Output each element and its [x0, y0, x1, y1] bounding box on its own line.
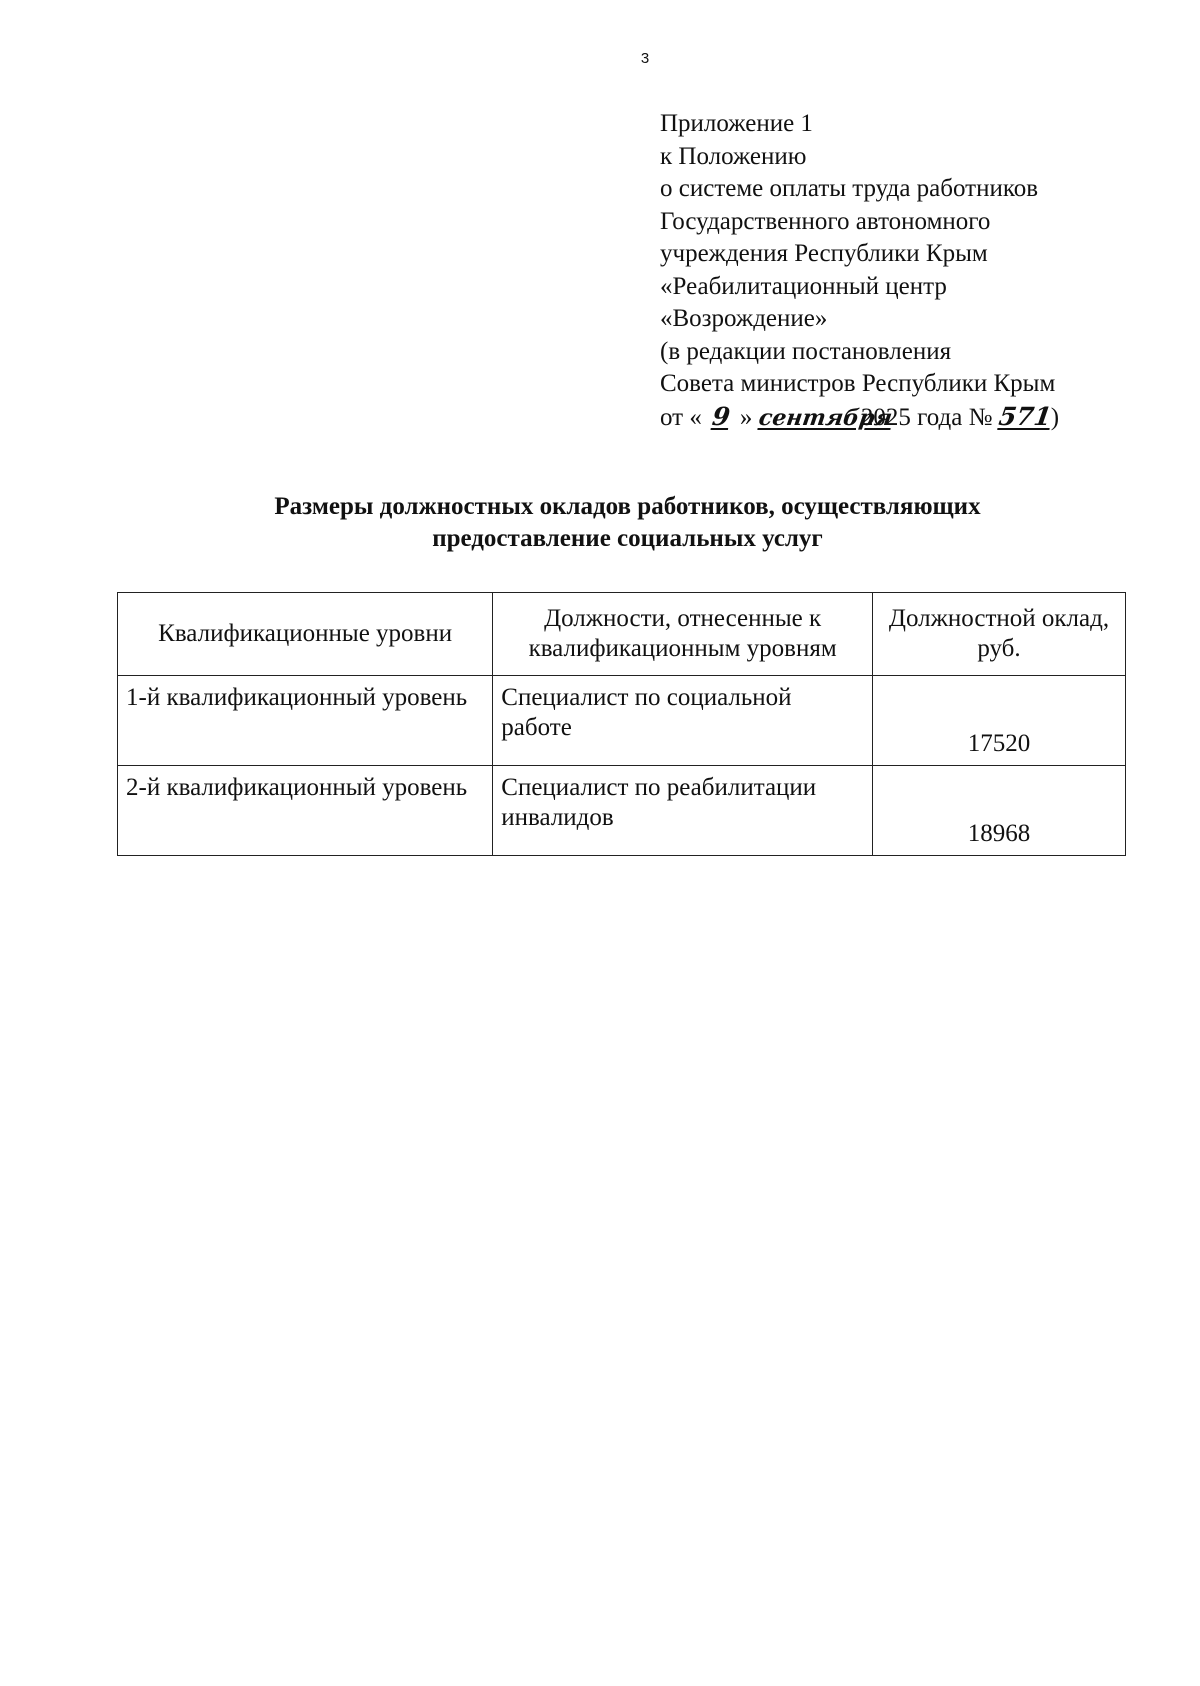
appendix-line: о системе оплаты труда работников [660, 175, 1039, 202]
table-header-row [118, 593, 1126, 676]
cell-level: 2-й квалификационный уровень [118, 766, 493, 856]
appendix-line: Государственного автономного [660, 207, 991, 235]
cell-level: 1-й квалификационный уровень [118, 676, 493, 766]
appendix-header [660, 108, 1130, 434]
header-qualification-levels: Квалификационные уровни [118, 593, 493, 676]
title-line-2: предоставление социальных услуг [432, 525, 823, 552]
date-prefix: от « [660, 403, 702, 431]
cell-salary: 18968 [872, 766, 1125, 856]
title-line-1: Размеры должностных окладов работников, осуществляющих [274, 493, 981, 520]
handwritten-number: 571 [996, 401, 1054, 431]
resolution-date-line [660, 401, 1130, 435]
header-salary: Должностной оклад, руб. [872, 593, 1125, 676]
appendix-line: учреждения Республики Крым [660, 240, 988, 267]
date-suffix: ) [1050, 403, 1060, 431]
date-quote-close: » [739, 403, 753, 431]
handwritten-month: сентября [756, 404, 894, 431]
salary-table [117, 592, 1126, 856]
cell-position: Специалист по социальной работе [493, 676, 873, 766]
appendix-line: Совета министров Республики Крым [660, 370, 1056, 397]
table-row [118, 676, 1126, 766]
date-year-text: 2025 года № [860, 403, 993, 431]
appendix-line: к Положению [660, 142, 807, 170]
page-number: 3 [640, 50, 650, 67]
appendix-line: Приложение 1 [660, 110, 813, 137]
handwritten-day: 9 [710, 401, 732, 431]
table-row [118, 766, 1126, 856]
cell-position: Специалист по реабилитации инвалидов [493, 766, 873, 856]
header-positions: Должности, отнесенные к квалификационным уровням [493, 593, 873, 676]
appendix-line: (в редакции постановления [660, 337, 952, 365]
appendix-line: «Возрождение» [660, 305, 828, 332]
appendix-line: «Реабилитационный центр [660, 272, 947, 300]
document-title [120, 491, 1135, 555]
cell-salary: 17520 [872, 676, 1125, 766]
